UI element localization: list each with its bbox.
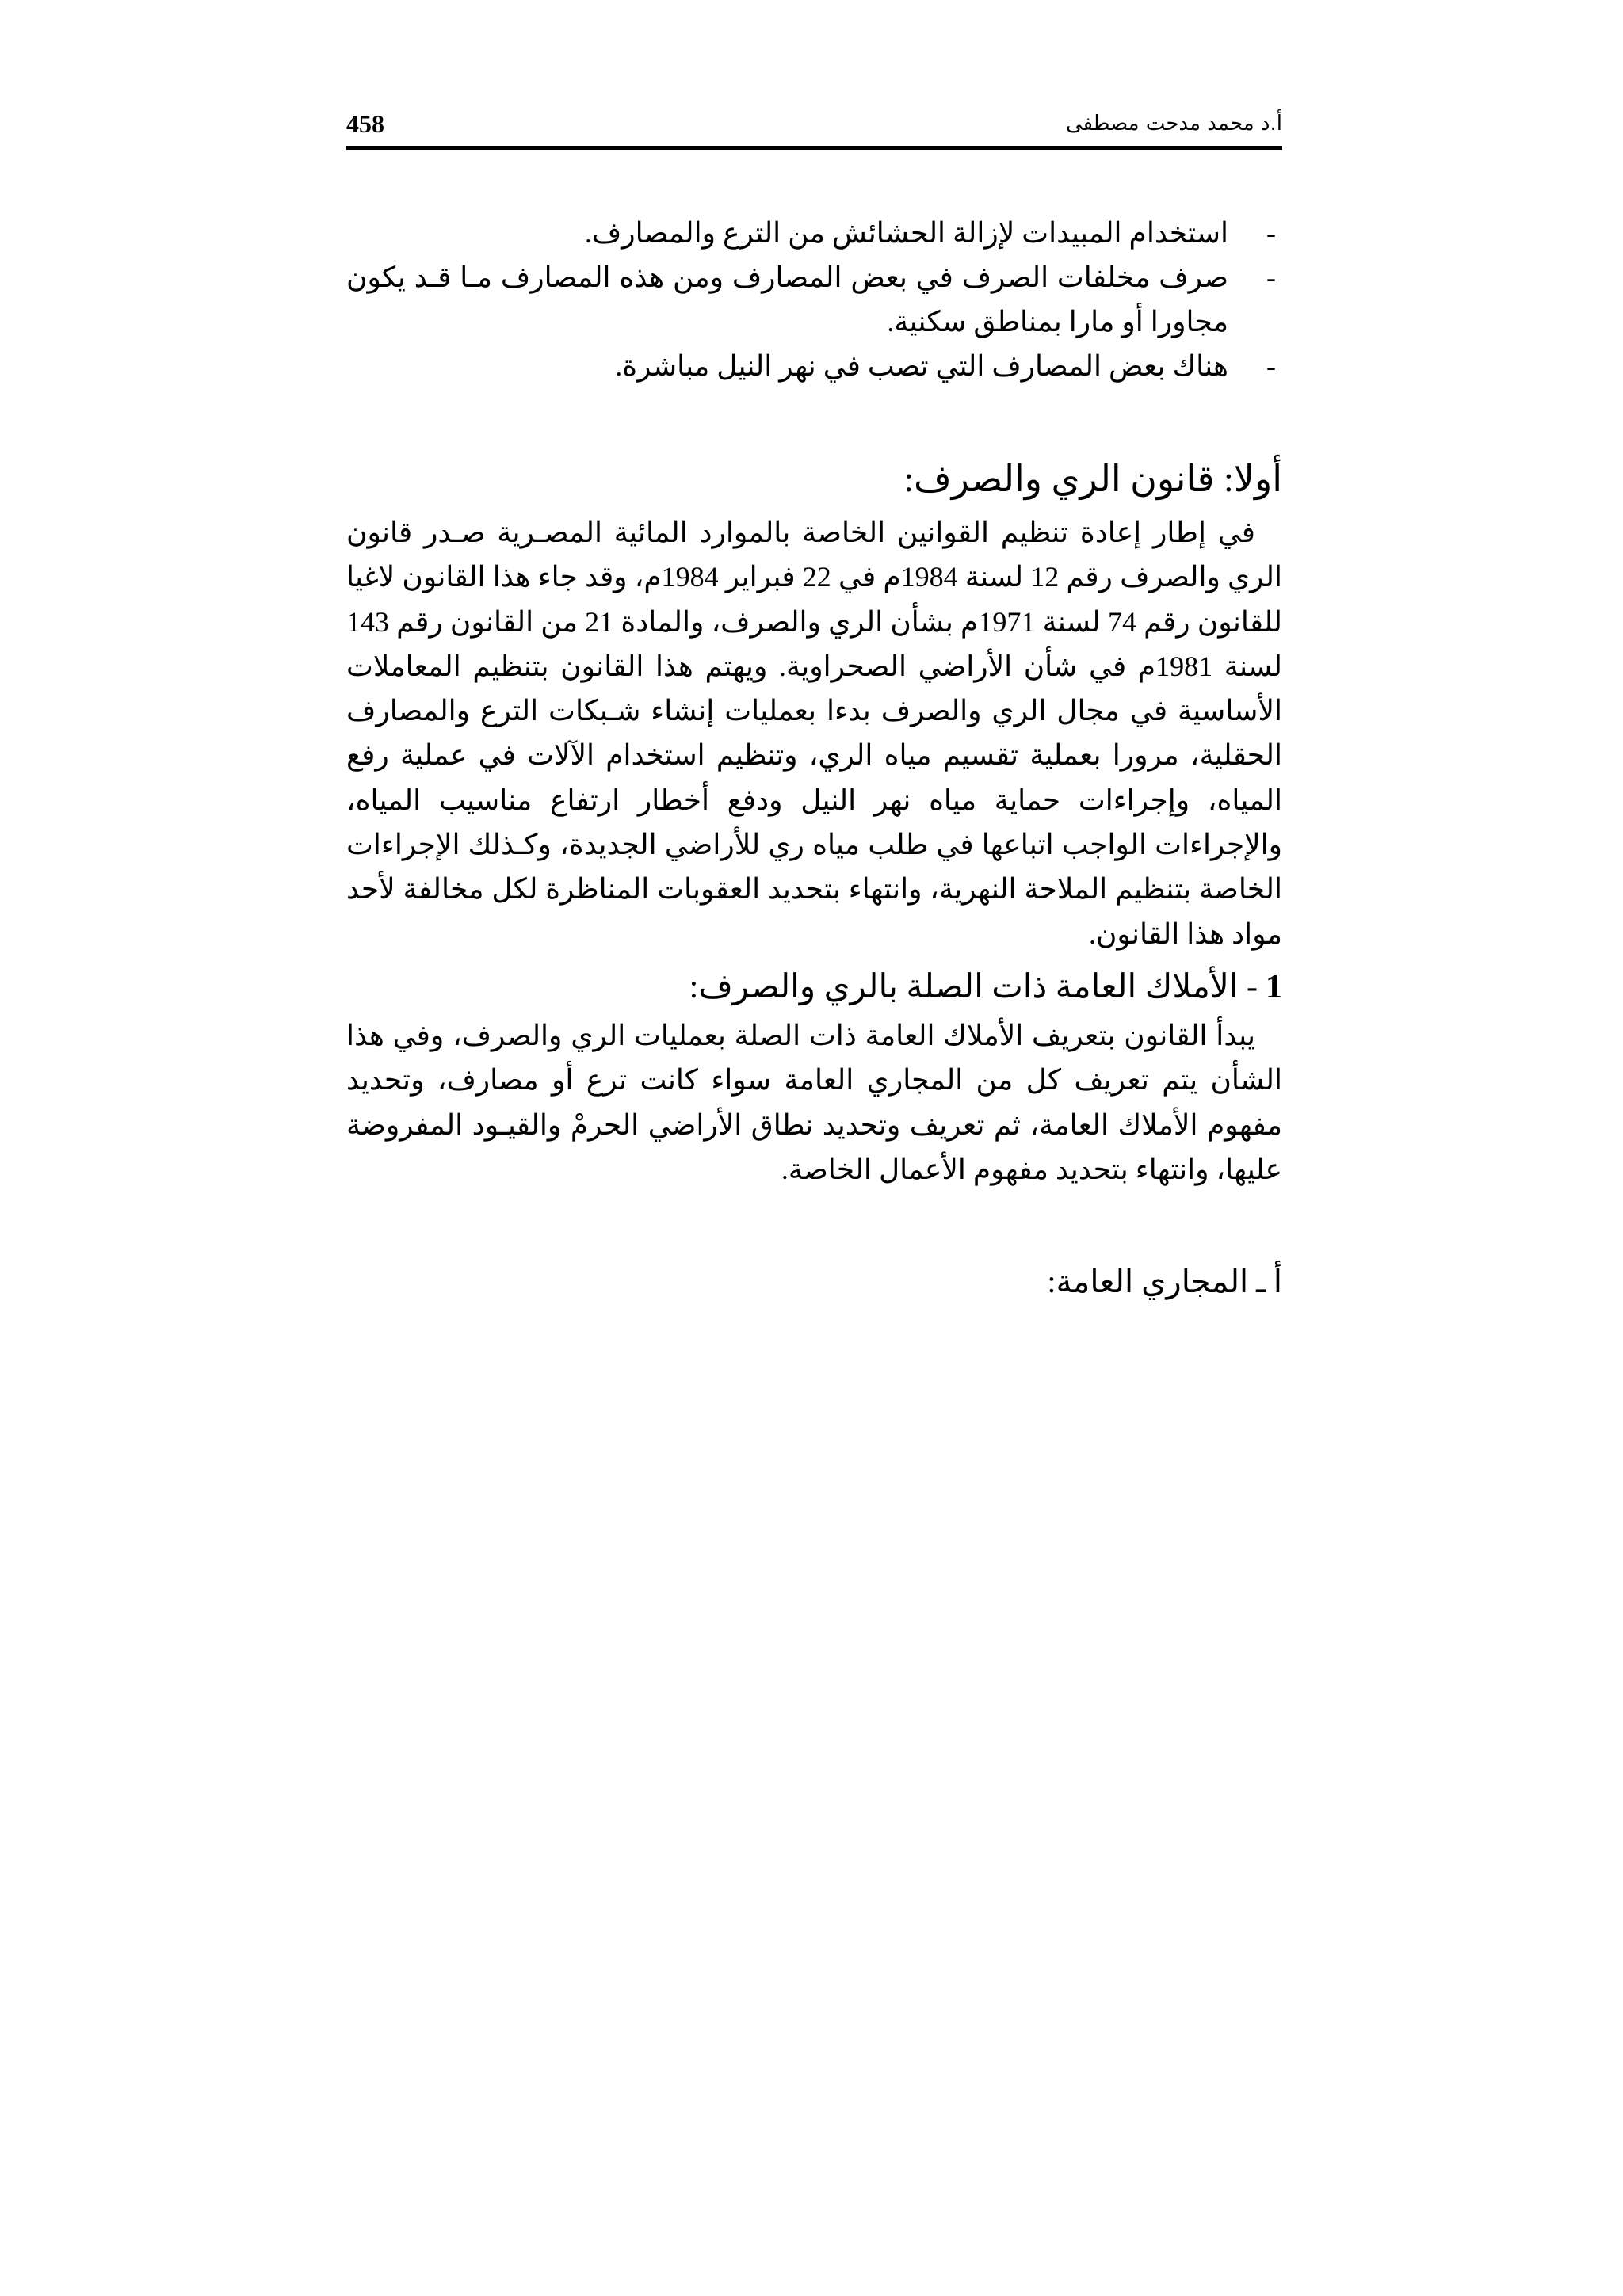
- header-rule: [346, 146, 1282, 150]
- subsection-number: 1: [1266, 968, 1282, 1005]
- running-head-author: أ.د محمد مدحت مصطفى: [1065, 112, 1282, 135]
- subsection-heading: [346, 963, 1282, 1012]
- page-content: [346, 211, 1282, 1306]
- list-item-text: صرف مخلفات الصرف في بعض المصارف ومن هذه المصارف مـا قـد يكون مجاورا أو مارا بمناطق سكنية.: [346, 261, 1228, 338]
- list-item: [346, 211, 1282, 255]
- page-header: [346, 103, 1282, 144]
- list-item-text: هناك بعض المصارف التي تصب في نهر النيل مباشرة.: [615, 350, 1228, 382]
- section-paragraph: في إطار إعادة تنظيم القوانين الخاصة بالموارد المائية المصـرية صـدر قانون الري والصرف رقم 12 لسنة 1984م في 22 فبراير 1984م، وقد جاء هذا القانون لاغيا للقانون رقم 74 لسنة 1971م بشأن الري والصرف، والمادة 21 من القانون رقم 143 لسنة 1981م في شأن الأراضي الصحراوية. ويهتم هذا القانون بتنظيم المعاملات الأساسية في مجال الري والصرف بدءا بعمليات إنشاء شـبكات الترع والمصارف الحقلية، مرورا بعملية تقسيم مياه الري، وتنظيم استخدام الآلات في عملية رفع المياه، وإجراءات حماية مياه نهر النيل ودفع أخطار ارتفاع مناسيب المياه، والإجراءات الواجب اتباعها في طلب مياه ري للأراضي الجديدة، وكـذلك الإجراءات الخاصة بتنظيم الملاحة النهرية، وانتهاء بتحديد العقوبات المناظرة لكل مخالفة لأحد مواد هذا القانون.: [346, 517, 1283, 950]
- subsection-title: - الأملاك العامة ذات الصلة بالري والصرف:: [689, 968, 1258, 1005]
- page-number: 458: [346, 109, 384, 138]
- bullet-dash: -: [1266, 350, 1276, 382]
- bullet-list: [346, 211, 1282, 388]
- section-heading: أولا: قانون الري والصرف:: [903, 459, 1282, 499]
- minor-heading: أ ـ المجاري العامة:: [1047, 1264, 1282, 1300]
- list-item-text: استخدام المبيدات لإزالة الحشائش من الترع والمصارف.: [584, 217, 1228, 249]
- subsection-paragraph: يبدأ القانون بتعريف الأملاك العامة ذات الصلة بعمليات الري والصرف، وفي هذا الشأن يتم تعريف كل من المجاري العامة سواء كانت ترع أو مصارف، وتحديد مفهوم الأملاك العامة، ثم تعريف وتحديد نطاق الأراضي الحرمْ والقيـود المفروضة عليها، وانتهاء بتحديد مفهوم الأعمال الخاصة.: [346, 1019, 1282, 1185]
- list-item: [346, 344, 1282, 388]
- bullet-dash: -: [1266, 217, 1276, 249]
- list-item: [346, 255, 1282, 344]
- bullet-dash: -: [1266, 261, 1276, 293]
